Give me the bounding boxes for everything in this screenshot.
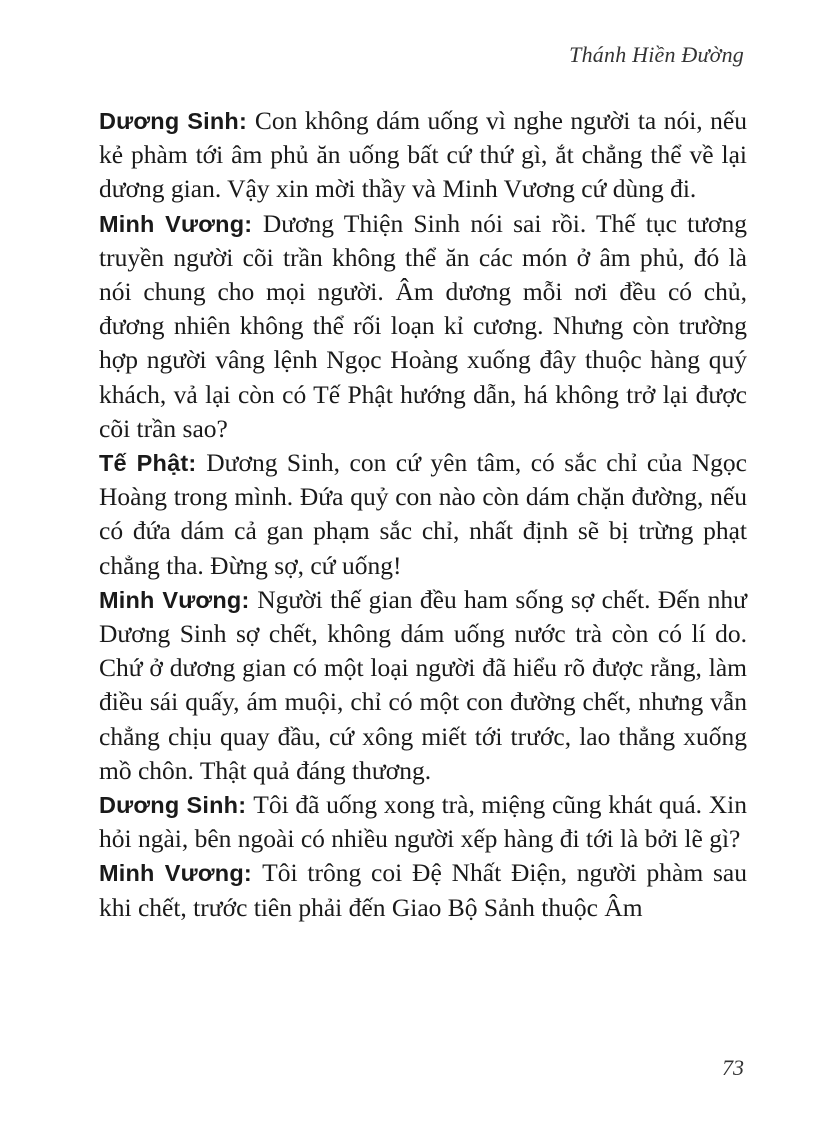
speaker-name: Tế Phật [99, 450, 189, 477]
dialogue-paragraph: Minh Vương: Tôi trông coi Đệ Nhất Điện, người phàm sau khi chết, trước tiên phải đến Giao Bộ Sảnh thuộc Âm [99, 858, 747, 922]
dialogue-text: Dương Sinh, con cứ yên tâm, có sắc chỉ của Ngọc Hoàng trong mình. Đứa quỷ con nào còn dám chặn đường, nếu có đứa dám cả gan phạm sắc chỉ, nhất định sẽ bị trừng phạt chẳng tha. Đừng sợ, cứ uống! [99, 448, 747, 580]
speaker-name: Dương Sinh [99, 108, 239, 134]
dialogue-paragraph: Dương Sinh: Con không dám uống vì nghe người ta nói, nếu kẻ phàm tới âm phủ ăn uống bất cứ thứ gì, ắt chẳng thể về lại dương gian. Vậy xin mời thầy và Minh Vương cứ dùng đi. [99, 106, 747, 204]
speaker-name: Dương Sinh [99, 792, 239, 819]
dialogue-paragraph: Tế Phật: Dương Sinh, con cứ yên tâm, có sắc chỉ của Ngọc Hoàng trong mình. Đứa quỷ con nào còn dám chặn đường, nếu có đứa dám cả gan phạm sắc chỉ, nhất định sẽ bị trừng phạt chẳng tha. Đừng sợ, cứ uống! [99, 448, 747, 580]
speaker-name: Minh Vương [99, 860, 244, 887]
running-header: Thánh Hiền Đường [569, 42, 744, 67]
dialogue-text: Người thế gian đều ham sống sợ chết. Đến như Dương Sinh sợ chết, không dám uống nước trà còn có lí do. Chứ ở dương gian có một loại người đã hiểu rõ được rằng, làm điều sái quấy, ám muội, chỉ có một con đường chết, nhưng vẫn chẳng chịu quay đầu, cứ xông miết tới trước, lao thẳng xuống mồ chôn. Thật quả đáng thương. [99, 584, 747, 785]
dialogue-paragraph: Minh Vương: Dương Thiện Sinh nói sai rồi. Thế tục tương truyền người cõi trần không thể ăn các món ở âm phủ, đó là nói chung cho mọi người. Âm dương mỗi nơi đều có chủ, đương nhiên không thể rối loạn kỉ cương. Nhưng còn trường hợp người vâng lệnh Ngọc Hoàng xuống đây thuộc hàng quý khách, vả lại còn có Tế Phật hướng dẫn, há không trở lại được cõi trần sao? [99, 208, 747, 443]
dialogue-paragraph: Dương Sinh: Tôi đã uống xong trà, miệng cũng khát quá. Xin hỏi ngài, bên ngoài có nhiều người xếp hàng đi tới là bởi lẽ gì? [99, 790, 747, 854]
speaker-name: Minh Vương [99, 210, 245, 237]
speaker-name: Minh Vương [99, 586, 242, 613]
page-number: 73 [722, 1055, 744, 1080]
text-body [99, 104, 747, 925]
dialogue-text: Con không dám uống vì nghe người ta nói, nếu kẻ phàm tới âm phủ ăn uống bất cứ thứ gì, ắt chẳng thể về lại dương gian. Vậy xin mời thầy và Minh Vương cứ dùng đi. [99, 106, 747, 204]
dialogue-text: Tôi đã uống xong trà, miệng cũng khát quá. Xin hỏi ngài, bên ngoài có nhiều người xếp hàng đi tới là bởi lẽ gì? [99, 790, 747, 854]
dialogue-text: Tôi trông coi Đệ Nhất Điện, người phàm sau khi chết, trước tiên phải đến Giao Bộ Sảnh thuộc Âm [99, 858, 747, 922]
dialogue-paragraph: Minh Vương: Người thế gian đều ham sống sợ chết. Đến như Dương Sinh sợ chết, không dám uống nước trà còn có lí do. Chứ ở dương gian có một loại người đã hiểu rõ được rằng, làm điều sái quấy, ám muội, chỉ có một con đường chết, nhưng vẫn chẳng chịu quay đầu, cứ xông miết tới trước, lao thẳng xuống mồ chôn. Thật quả đáng thương. [99, 584, 747, 785]
dialogue-text: Dương Thiện Sinh nói sai rồi. Thế tục tương truyền người cõi trần không thể ăn các món ở âm phủ, đó là nói chung cho mọi người. Âm dương mỗi nơi đều có chủ, đương nhiên không thể rối loạn kỉ cương. Nhưng còn trường hợp người vâng lệnh Ngọc Hoàng xuống đây thuộc hàng quý khách, vả lại còn có Tế Phật hướng dẫn, há không trở lại được cõi trần sao? [99, 208, 747, 443]
